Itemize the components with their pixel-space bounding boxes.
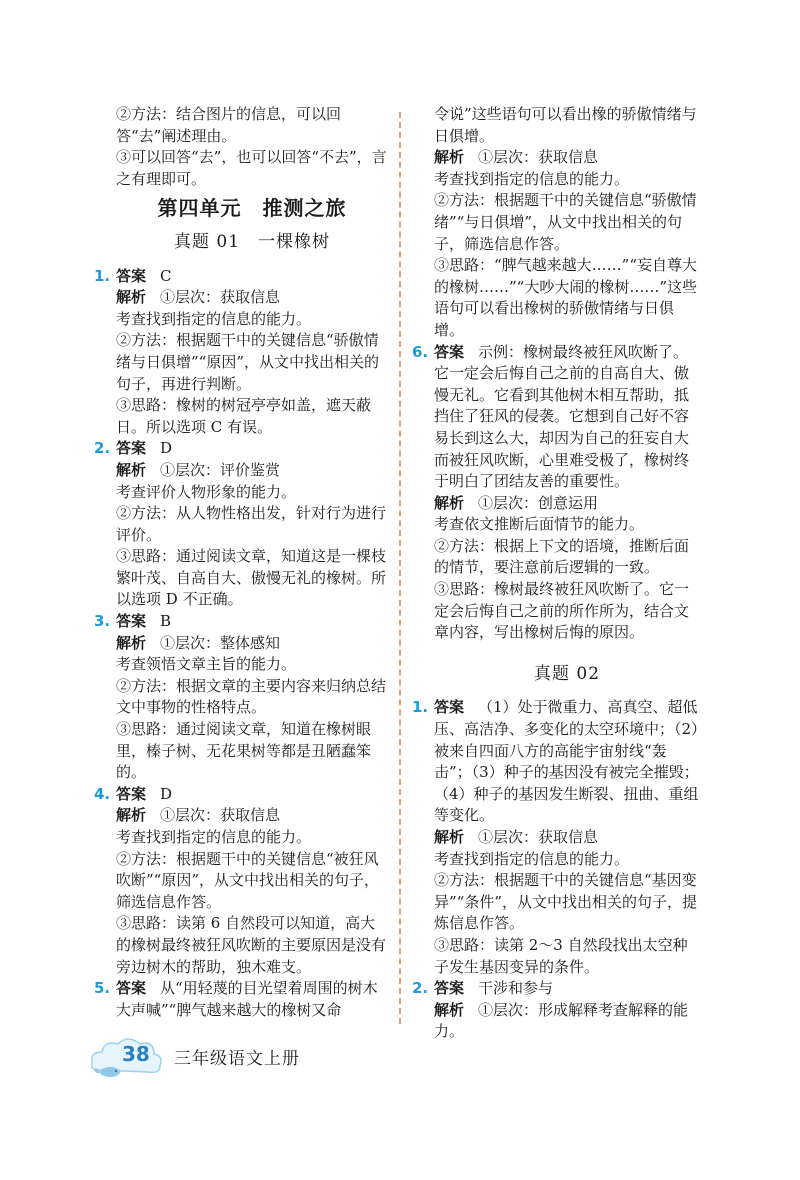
analysis-line: ③思路：通过阅读文章，知道这是一棵枝繁叶茂、自高自大、傲慢无礼的橡树。所以选项 D 不正确。 [116, 547, 387, 609]
analysis-line: ①层次：形成解释考查解释的能力。 [434, 1000, 689, 1041]
analysis-line: ③思路：读第 2～3 自然段找出太空种子发生基因变异的条件。 [434, 935, 688, 976]
analysis-label: 解析 [434, 828, 465, 846]
analysis-label: 解析 [116, 806, 147, 825]
answer-label: 答案 [434, 342, 465, 361]
right-column [412, 104, 702, 1043]
analysis-line: ②方法：根据题干中的关键信息“骄傲情绪与日俱增”“原因”，从文中找出相关的句子，再进行判断。 [116, 331, 380, 393]
answer-text: 示例：橡树最终被狂风吹断了。它一定会后悔自己之前的自高自大、傲慢无礼。它看到其他树木相互帮助，抵挡住了狂风的侵袭。它想到自己好不容易长到这么大，却因为自己的狂妄自大而被狂风吹断，心里难受极了，橡树终于明白了团结友善的重要性。 [434, 342, 690, 491]
answer-item [412, 697, 702, 978]
analysis-line: ③思路：“脾气越来越大……”“妄自尊大的橡树……”“大吵大闹的橡树……”这些语句可以看出橡树的骄傲情绪与日俱增。 [434, 256, 698, 339]
answer-text: B [160, 612, 172, 631]
analysis-label: 解析 [116, 633, 147, 652]
left-column [94, 104, 390, 1021]
analysis-line: ②方法：根据题干中的关键信息“骄傲情绪”“与日俱增”，从文中找出相关的句子，筛选信息作答。 [434, 191, 697, 253]
answer-item [94, 611, 390, 784]
intro-line: ②方法：结合图片的信息，可以回答“去”阐述理由。 [116, 105, 342, 145]
item-number: 1. [412, 698, 429, 717]
answer-label: 答案 [116, 612, 147, 631]
item-number: 5. [94, 979, 111, 998]
analysis-line: ③思路：橡树最终被狂风吹断了。它一定会后悔自己之前的所作所为，结合文章内容，写出橡树后悔的原因。 [434, 580, 690, 642]
answer-text: 干涉和参与 [478, 979, 554, 998]
unit-title: 第四单元 推测之旅 [157, 196, 347, 221]
analysis-line: ②方法：根据上下文的语境，推断后面的情节，要注意前后逻辑的一致。 [434, 536, 690, 577]
analysis-line: ②方法：从人物性格出发，针对行为进行评价。 [116, 504, 387, 544]
answer-text: （1）处于微重力、高真空、超低压、高洁净、多变化的太空环境中；（2）被来自四面八方的高能宇宙射线“轰击”；（3）种子的基因没有被完全摧毁；（4）种子的基因发生断裂、扭曲、重组等变化。 [434, 698, 699, 825]
intro-line: ③可以回答“去”，也可以回答“不去”，言之有理即可。 [116, 148, 387, 188]
page-number: 38 [122, 1042, 150, 1066]
analysis-line: ①层次：获取信息 [478, 828, 599, 846]
page-footer [88, 1032, 408, 1082]
analysis-line: 考查找到指定的信息的能力。 [434, 169, 630, 188]
analysis-line: ②方法：根据题干中的关键信息“基因变异”“条件”，从文中找出相关的句子，提炼信息作答。 [434, 871, 698, 933]
analysis-line: ③思路：通过阅读文章，知道在橡树眼里，榛子树、无花果树等都是丑陋蠢笨的。 [116, 720, 372, 782]
analysis-line: ①层次：评价鉴赏 [160, 460, 281, 479]
analysis-line: 考查评价人物形象的能力。 [116, 482, 297, 501]
analysis-line: 考查找到指定的信息的能力。 [116, 309, 312, 328]
answer-text: D [160, 784, 173, 803]
answer-label: 答案 [434, 979, 465, 998]
analysis-line: ①层次：创意运用 [478, 493, 599, 512]
answer-label: 答案 [116, 784, 147, 803]
answer-item-continued [412, 104, 702, 342]
answer-item [412, 978, 702, 1043]
item-number: 6. [412, 342, 429, 361]
analysis-label: 解析 [434, 493, 465, 512]
item-number: 1. [94, 266, 111, 285]
analysis-label: 解析 [116, 460, 147, 479]
analysis-line: ②方法：根据文章的主要内容来归纳总结文中事物的性格特点。 [116, 676, 387, 717]
analysis-line: ①层次：整体感知 [160, 633, 281, 652]
answer-text: 从“用轻蔑的目光望着周围的树木大声喊”“脾气越来越大的橡树又命 [116, 979, 378, 1019]
item-number: 3. [94, 612, 111, 631]
analysis-line: ①层次：获取信息 [160, 288, 281, 307]
analysis-line: ②方法：根据题干中的关键信息“被狂风吹断”“原因”，从文中找出相关的句子，筛选信息作答。 [116, 849, 380, 911]
section-title: 真题 01 一棵橡树 [173, 231, 331, 252]
answer-label: 答案 [434, 698, 465, 717]
answer-item [94, 784, 390, 978]
answer-label: 答案 [116, 979, 147, 998]
analysis-line: 考查找到指定的信息的能力。 [434, 849, 630, 868]
analysis-line: 考查依文推断后面情节的能力。 [434, 515, 645, 534]
answer-text: 令说”这些语句可以看出橡的骄傲情绪与日俱增。 [434, 105, 697, 145]
analysis-line: 考查领悟文章主旨的能力。 [116, 655, 297, 674]
analysis-line: ③思路：读第 6 自然段可以知道，高大的橡树最终被狂风吹断的主要原因是没有旁边树木的帮助，独木难支。 [116, 914, 387, 976]
answer-label: 答案 [116, 266, 147, 285]
analysis-line: ③思路：橡树的树冠亭亭如盖，遮天蔽日。所以选项 C 有误。 [116, 396, 372, 436]
column-divider [399, 112, 401, 1024]
item-number: 2. [94, 439, 111, 458]
answer-item [94, 266, 390, 439]
book-title: 三年级语文上册 [174, 1049, 300, 1069]
analysis-line: ①层次：获取信息 [160, 806, 281, 825]
answer-item [94, 978, 390, 1021]
analysis-line: 考查找到指定的信息的能力。 [116, 828, 312, 846]
item-number: 4. [94, 784, 111, 803]
answer-item [94, 438, 390, 611]
analysis-label: 解析 [116, 288, 147, 307]
analysis-label: 解析 [434, 1000, 465, 1019]
answer-text: D [160, 439, 173, 458]
answer-item [412, 342, 702, 644]
analysis-label: 解析 [434, 148, 465, 167]
answer-text: C [160, 266, 172, 285]
answer-label: 答案 [116, 439, 147, 458]
section-title: 真题 02 [533, 663, 601, 684]
item-number: 2. [412, 979, 429, 998]
analysis-line: ①层次：获取信息 [478, 148, 599, 167]
